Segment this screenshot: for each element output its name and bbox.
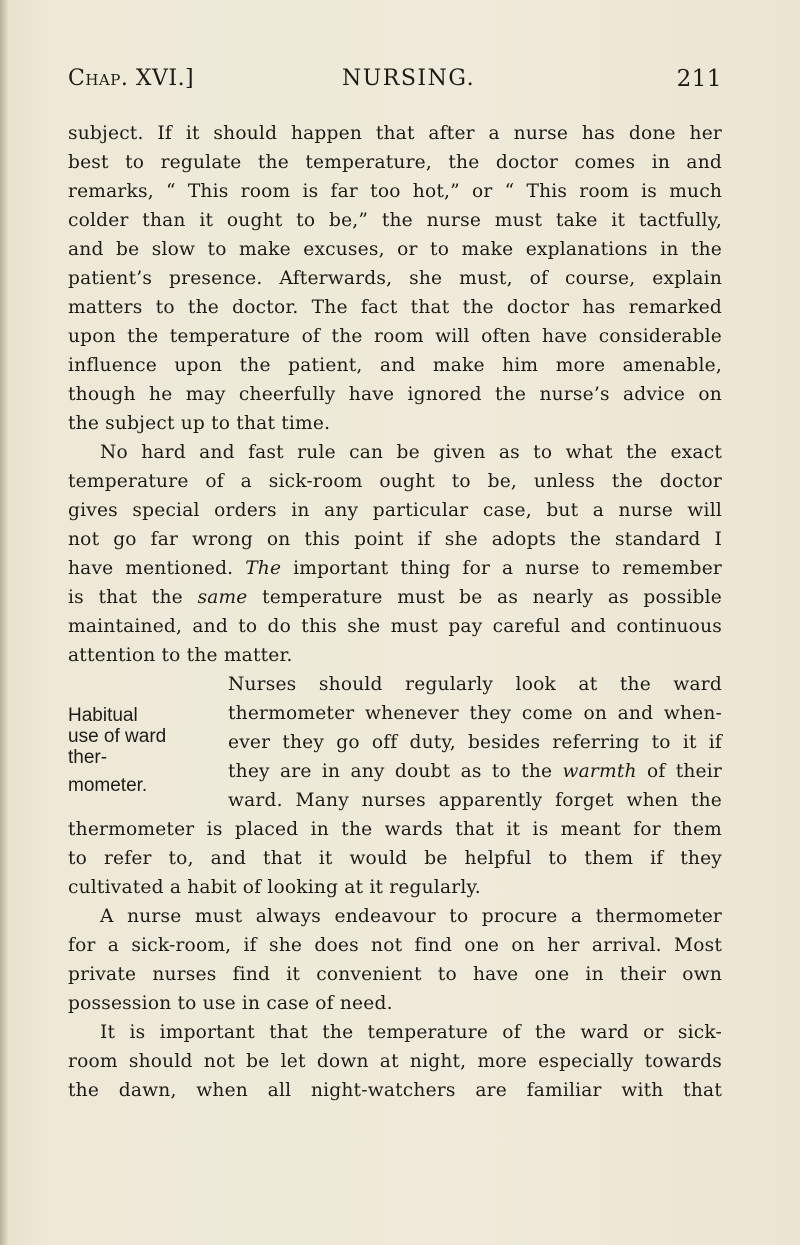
text-line: ever they go off duty, besides referring to it if bbox=[228, 732, 722, 753]
text-line: remarks, “ This room is far too hot,” or “ This room is much bbox=[68, 181, 722, 202]
running-head bbox=[68, 66, 722, 100]
text-line: though he may cheerfully have ignored the nurse’s advice on bbox=[68, 384, 722, 405]
text-line: and be slow to make excuses, or to make explanations in the bbox=[68, 239, 722, 260]
text-line: have mentioned. The important thing for a nurse to remember bbox=[68, 558, 722, 579]
text-line: cultivated a habit of looking at it regularly. bbox=[68, 877, 481, 898]
text-line: they are in any doubt as to the warmth of their bbox=[228, 761, 722, 782]
text-line: It is important that the temperature of the ward or sick- bbox=[100, 1022, 722, 1043]
running-title: NURSING. bbox=[342, 66, 476, 91]
text-line: the dawn, when all night-watchers are familiar with that bbox=[68, 1080, 722, 1101]
text-line: the subject up to that time. bbox=[68, 413, 331, 434]
text-line: thermometer is placed in the wards that it is meant for them bbox=[68, 819, 722, 840]
text-line: colder than it ought to be,” the nurse must take it tactfully, bbox=[68, 210, 722, 231]
text-line: patient’s presence. Afterwards, she must, of course, explain bbox=[68, 268, 722, 289]
text-line: maintained, and to do this she must pay careful and continuous bbox=[68, 616, 722, 637]
text-line: for a sick-room, if she does not find one on her arrival. Most bbox=[68, 935, 722, 956]
page-number: 211 bbox=[676, 66, 722, 92]
text-line: to refer to, and that it would be helpful to them if they bbox=[68, 848, 722, 869]
text-line: upon the temperature of the room will often have considerable bbox=[68, 326, 722, 347]
text-line: private nurses find it convenient to have one in their own bbox=[68, 964, 722, 985]
margin-note: Habitual use of ward ther- mometer. bbox=[68, 705, 167, 796]
text-line: possession to use in case of need. bbox=[68, 993, 393, 1014]
text-line: ward. Many nurses apparently forget when the bbox=[228, 790, 722, 811]
text-line: temperature of a sick-room ought to be, unless the doctor bbox=[68, 471, 722, 492]
text-line: not go far wrong on this point if she adopts the standard I bbox=[68, 529, 722, 550]
text-line: best to regulate the temperature, the doctor comes in and bbox=[68, 152, 722, 173]
text-line: influence upon the patient, and make him more amenable, bbox=[68, 355, 722, 376]
text-line: gives special orders in any particular case, but a nurse will bbox=[68, 500, 722, 521]
text-line: A nurse must always endeavour to procure a thermometer bbox=[100, 906, 722, 927]
text-line: Nurses should regularly look at the ward bbox=[228, 674, 722, 695]
text-line: attention to the matter. bbox=[68, 645, 293, 666]
text-line: matters to the doctor. The fact that the doctor has remarked bbox=[68, 297, 722, 318]
text-line: is that the same temperature must be as nearly as possible bbox=[68, 587, 722, 608]
text-line: thermometer whenever they come on and when- bbox=[228, 703, 722, 724]
text-line: room should not be let down at night, more especially towards bbox=[68, 1051, 722, 1072]
chapter-heading: Chap. XVI.] bbox=[68, 66, 195, 91]
text-line: No hard and fast rule can be given as to what the exact bbox=[100, 442, 722, 463]
text-line: subject. If it should happen that after a nurse has done her bbox=[68, 123, 722, 144]
page-gutter-shadow bbox=[0, 0, 8, 1245]
